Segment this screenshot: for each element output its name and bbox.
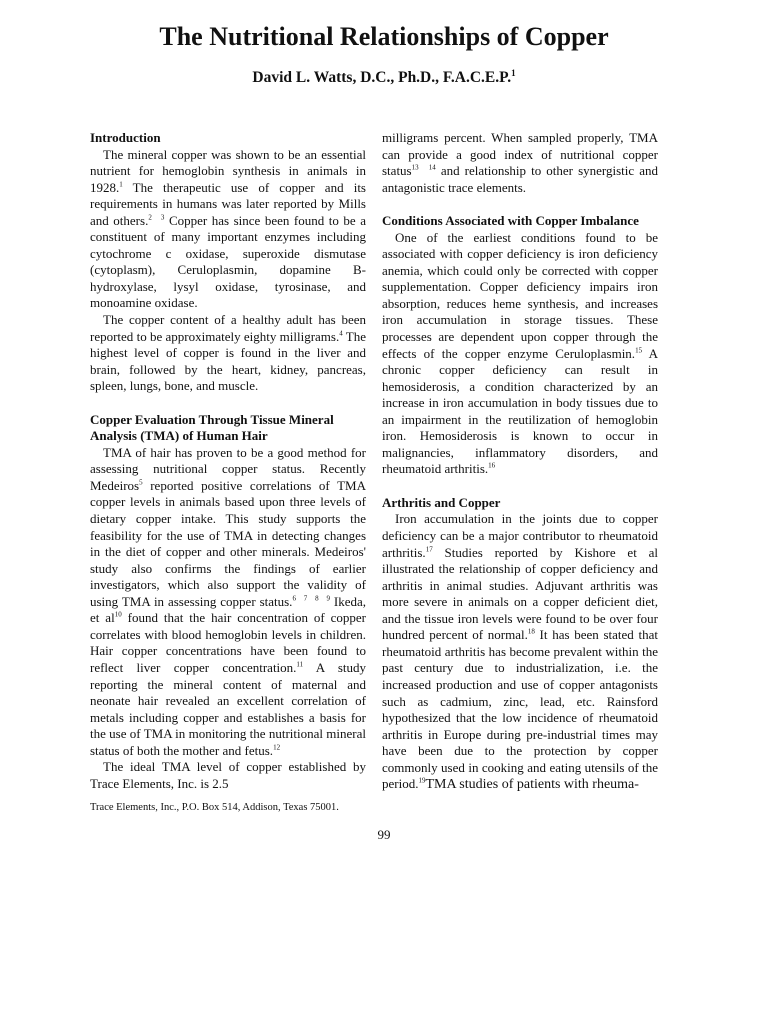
tma-paragraph-1: TMA of hair has proven to be a good method for assessing nutritional copper status. Recently Medeiros$^5$ reported positive correlations of TMA copper levels in animals based upon three levels of dietary copper intake. This study supports the feasibility for the use of TMA in detecting changes in the diet of copper and other minerals. Medeiros' study also confirms the findings of earlier investigators, which also support the validity of using TMA in assessing copper status.$^6$ $^7$ $^8$ $^9$ Ikeda, et $al^{10}$ found that the hair concentration of copper correlates with blood hemoglobin levels in children. Hair copper concentrations have been found to reflect liver copper concentration.$^{11}$ A study reporting the mineral content of maternal and neonate hair revealed an excellent correlation of metals including copper and establishes a basis for the use of TMA in monitoring the nutritional mineral status of both the mother and fetus.$^{12}$ xyxy=(90,444,367,758)
tma-paragraph-2: The ideal TMA level of copper established by Trace Elements, Inc. is 2.5 xyxy=(90,759,366,791)
page-number: 99 xyxy=(377,827,391,842)
section-heading-tma: Copper Evaluation Through Tissue Mineral Analysis (TMA) of Human Hair xyxy=(90,411,334,444)
author-line xyxy=(0,69,768,87)
footnote: Trace Elements, Inc., P.O. Box 514, Addison, Texas 75001. xyxy=(90,802,339,813)
conditions-paragraph: One of the earliest conditions found to be associated with copper deficiency is iron deficiency anemia, which could only be corrected with copper supplementation. Copper deficiency impairs iron absorption, reduces heme synthesis, and increases iron accumulation in storage tissues. These processes are dependent upon copper through the effects of the copper enzyme Ceruloplasmin.$^{15}$ A chronic copper deficiency can result in hemosiderosis, a condition characterized by an increase in iron accumulation in body tissues due to an impairment in the reutilization of hemoglobin iron. Hemosiderosis is known to occur in malignancies, inflammatory disorders, and rheumatoid arthritis.$^{16}$ xyxy=(382,229,659,477)
intro-paragraph-1: The mineral copper was shown to be an essential nutrient for hemoglobin synthesis in animals in 1928.$^1$ The therapeutic use of copper and its requirements in humans was later reported by Mills and others.$^2$ $^3$ Copper has since been found to be a constituent of many important enzymes including cytochrome c oxidase, superoxide dismutase (cytoplasm), Ceruloplasmin, dopamine B-hydroxylase, lysyl oxidase, tyrosinase, and monoamine oxidase. xyxy=(90,146,366,311)
intro-paragraph-2: The copper content of a healthy adult has been reported to be approximately eighty milligrams.$^4$ The highest level of copper is found in the liver and brain, followed by the heart, kidney, pancreas, spleen, lungs, bone, and muscle. xyxy=(90,312,366,394)
section-heading-conditions: Conditions Associated with Copper Imbalance xyxy=(382,213,639,229)
arthritis-paragraph: Iron accumulation in the joints due to copper deficiency can be a major contributor to rheumatoid arthritis.$^{17}$ Studies reported by Kishore et al illustrated the relationship of copper deficiency and arthritis in animal studies. Adjuvant arthritis was more severe in animals on a copper deficient diet, and the tissue iron levels were found to be over four hundred percent of normal.$^{18}$ It has been stated that rheumatoid arthritis has become prevalent within the past century due to industrialization, i.e. the increased production and use of copper antagonists such as cadmium, zinc, lead, etc. Rainsford hypothesized that the low incidence of rheumatoid arthritis in Europe during pre-industrial times may have been due to the protection by copper commonly used in cooking and eating utensils of the period.$^{19}$TMA studies of patients with rheuma- xyxy=(382,511,658,793)
continued-paragraph: milligrams percent. When sampled properly, TMA can provide a good index of nutritional copper status$^{13}$ $^{14}$ and relationship to other synergistic and antagonistic trace elements. xyxy=(382,130,659,195)
section-heading-introduction: Introduction xyxy=(90,130,161,145)
page-title: The Nutritional Relationships of Copper xyxy=(159,22,609,51)
author-name: David L. Watts, D.C., Ph.D., F.A.C.E.P. xyxy=(252,69,512,86)
left-column xyxy=(90,130,366,792)
right-column xyxy=(382,130,658,794)
section-heading-arthritis: Arthritis and Copper xyxy=(382,494,501,510)
author-note-ref: 1 xyxy=(511,67,516,78)
